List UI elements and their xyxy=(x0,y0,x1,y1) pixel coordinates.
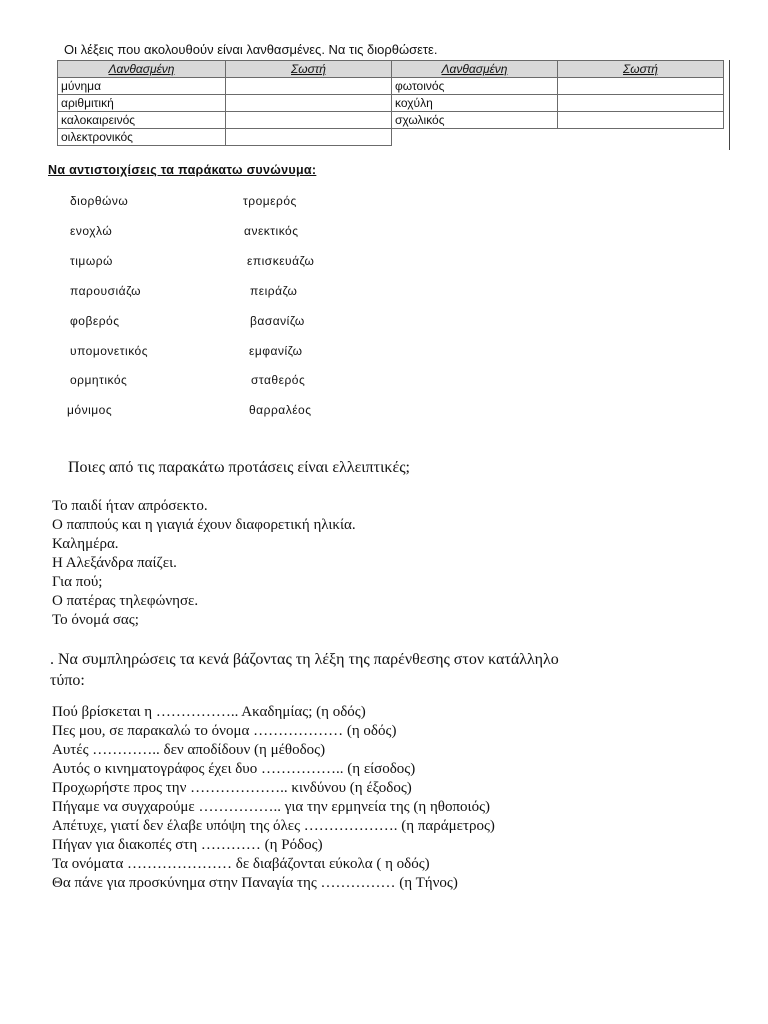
synonym-left-word: διορθώνω xyxy=(70,194,129,208)
table-row xyxy=(58,95,724,112)
sentence: Το όνομά σας; xyxy=(52,612,139,628)
fill-in-line: Πού βρίσκεται η …………….. Ακαδημίας; (η οδός) xyxy=(52,704,366,720)
answer-cell[interactable] xyxy=(558,112,724,129)
synonym-right-word: ανεκτικός xyxy=(244,224,299,238)
spelling-instruction: Οι λέξεις που ακολουθούν είναι λανθασμένες. Να τις διορθώσετε. xyxy=(64,42,438,57)
fill-in-line: Απέτυχε, γιατί δεν έλαβε υπόψη της όλες ………………. (η παράμετρος) xyxy=(52,818,495,834)
sentence: Για πού; xyxy=(52,574,103,590)
sentence: Η Αλεξάνδρα παίζει. xyxy=(52,555,177,571)
synonym-right-word: σταθερός xyxy=(251,373,306,387)
empty-cell xyxy=(392,129,558,146)
synonym-left-word: υπομονετικός xyxy=(70,344,148,358)
wrong-word: καλοκαιρεινός xyxy=(58,112,226,129)
synonym-left-word: παρουσιάζω xyxy=(70,284,141,298)
answer-cell[interactable] xyxy=(226,78,392,95)
sentence: Καλημέρα. xyxy=(52,536,119,552)
wrong-word: αριθμιτική xyxy=(58,95,226,112)
fill-in-line: Πήγαν για διακοπές στη ………… (η Ρόδος) xyxy=(52,837,323,853)
table-row xyxy=(58,129,724,146)
fill-in-line: Πήγαμε να συγχαρούμε …………….. για την ερμηνεία της (η ηθοποιός) xyxy=(52,799,491,815)
synonym-left-word: φοβερός xyxy=(70,314,120,328)
sentence: Ο πατέρας τηλεφώνησε. xyxy=(52,593,199,609)
answer-cell[interactable] xyxy=(226,129,392,146)
synonym-left-word: μόνιμος xyxy=(67,403,113,417)
synonym-right-word: βασανίζω xyxy=(250,314,305,328)
header-wrong: Λανθασμένη xyxy=(58,61,226,78)
fill-in-title: . Να συμπληρώσεις τα κενά βάζοντας τη λέξη της παρένθεσης στον κατάλληλο τύπο: xyxy=(50,651,559,689)
wrong-word: φωτοινός xyxy=(392,78,558,95)
fill-in-line: Πες μου, σε παρακαλώ το όνομα ……………… (η οδός) xyxy=(52,723,397,739)
synonym-right-word: επισκευάζω xyxy=(247,254,315,268)
fill-in-line: Αυτές ………….. δεν αποδίδουν (η μέθοδος) xyxy=(52,742,326,758)
answer-cell[interactable] xyxy=(558,78,724,95)
table-row xyxy=(58,78,724,95)
wrong-word: σχωλικός xyxy=(392,112,558,129)
header-correct: Σωστή xyxy=(226,61,392,78)
fill-in-line: Θα πάνε για προσκύνημα στην Παναγία της …………… (η Τήνος) xyxy=(52,875,458,891)
header-correct: Σωστή xyxy=(558,61,724,78)
wrong-word: μύνημα xyxy=(58,78,226,95)
table-row xyxy=(58,112,724,129)
synonym-right-word: τρομερός xyxy=(243,194,297,208)
synonym-left-word: τιμωρώ xyxy=(70,254,113,268)
empty-cell xyxy=(558,129,724,146)
sentence: Ο παππούς και η γιαγιά έχουν διαφορετική ηλικία. xyxy=(52,517,356,533)
wrong-word: κοχύλη xyxy=(392,95,558,112)
table-header-row xyxy=(58,61,724,78)
elliptical-question: Ποιες από τις παρακάτω προτάσεις είναι ελλειπτικές; xyxy=(68,459,410,476)
synonym-right-word: εμφανίζω xyxy=(249,344,303,358)
answer-cell[interactable] xyxy=(558,95,724,112)
synonym-right-word: πειράζω xyxy=(250,284,298,298)
spelling-table xyxy=(57,60,724,146)
synonym-left-word: ορμητικός xyxy=(70,373,128,387)
fill-in-line: Προχωρήστε προς την ……………….. κινδύνου (η έξοδος) xyxy=(52,780,412,796)
answer-cell[interactable] xyxy=(226,95,392,112)
fill-in-line: Αυτός ο κινηματογράφος έχει δυο …………….. (η είσοδος) xyxy=(52,761,416,777)
sentence: Το παιδί ήταν απρόσεκτο. xyxy=(52,498,208,514)
answer-cell[interactable] xyxy=(226,112,392,129)
header-wrong: Λανθασμένη xyxy=(392,61,558,78)
fill-in-line: Τα ονόματα ………………… δε διαβάζονται εύκολα ( η οδός) xyxy=(52,856,430,872)
page-edge-rule xyxy=(729,60,730,150)
synonyms-title: Να αντιστοιχίσεις τα παράκατω συνώνυμα: xyxy=(48,163,317,177)
synonym-right-word: θαρραλέος xyxy=(249,403,312,417)
wrong-word: οιλεκτρονικός xyxy=(58,129,226,146)
synonym-left-word: ενοχλώ xyxy=(70,224,113,238)
